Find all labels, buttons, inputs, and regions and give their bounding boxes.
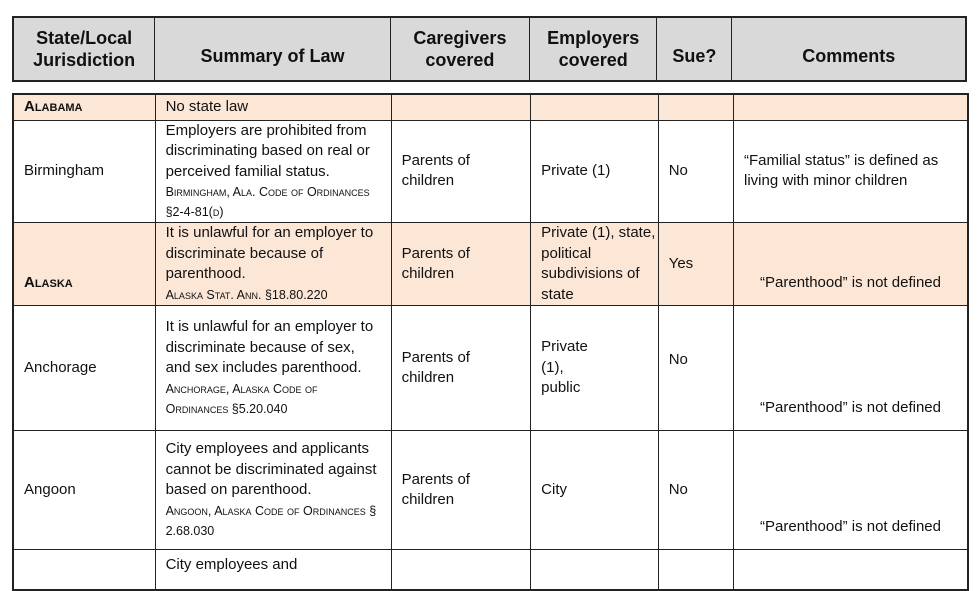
jurisdiction-cell [13,223,155,306]
sue-cell [658,550,733,590]
summary-text: No state law [165,98,249,115]
employers-cell [531,223,659,306]
employers-text: City [541,480,567,498]
caregivers-cell [391,431,531,550]
employers-cell [531,94,659,120]
summary-text: City employees and [165,556,298,573]
summary-cell [155,223,391,306]
sue-cell [658,223,733,306]
jurisdiction-cell [13,94,155,120]
jurisdiction-name: Anchorage [24,358,97,376]
citation: Alaska Stat. Ann. §18.80.220 [165,287,328,302]
summary-text: City employees and applicants cannot be discriminated against based on parenthood. [165,440,377,499]
table-row [13,431,968,550]
employers-text: Private (1), state, political subdivisions of state [541,224,656,303]
jurisdiction-name: Birmingham [24,162,105,179]
table-row [13,306,968,431]
comments-cell [734,431,969,550]
law-table [12,93,969,591]
table-header [12,16,967,82]
comments-text: “Parenthood” is not defined [760,398,941,416]
table-row [13,550,968,590]
citation: Birmingham, Ala. Code of Ordinances §2-4-81(d) [165,185,370,219]
header-employers: Employers covered [530,17,657,81]
caregivers-text: Parents of children [401,151,470,190]
employers-cell [531,120,659,223]
header-caregivers: Caregivers covered [390,17,529,81]
comments-cell [734,223,969,306]
jurisdiction-cell [13,431,155,550]
comments-cell [734,120,969,223]
caregivers-cell [391,94,531,120]
employers-cell [531,306,659,431]
jurisdiction-cell [13,550,155,590]
employers-cell [531,431,659,550]
caregivers-text: Parents of children [401,470,470,508]
caregivers-cell [391,306,531,431]
sue-text: Yes [668,254,694,272]
caregivers-cell [391,223,531,306]
caregivers-text: Parents of children [401,244,470,282]
sue-cell [658,306,733,431]
caregivers-cell [391,120,531,223]
sue-text: No [668,350,688,368]
summary-cell [155,94,391,120]
comments-cell [734,306,969,431]
comments-text: “Familial status” is defined as living with minor children [744,151,939,190]
employers-cell [531,550,659,590]
jurisdiction-name: Alaska [24,273,73,291]
sue-cell [658,120,733,223]
jurisdiction-cell [13,306,155,431]
table-row [13,120,968,223]
employers-text: Private (1) [541,162,611,179]
jurisdiction-cell [13,120,155,223]
summary-text: It is unlawful for an employer to discriminate because of parenthood. [165,224,374,283]
jurisdiction-name: Angoon [24,480,76,498]
summary-text: Employers are prohibited from discriminating based on real or perceived familial status. [165,121,370,180]
table-row [13,94,968,120]
sue-text: No [668,480,688,498]
header-sue: Sue? [657,17,732,81]
sue-cell [658,431,733,550]
comments-text: “Parenthood” is not defined [760,517,941,535]
caregivers-cell [391,550,531,590]
summary-cell [155,431,391,550]
jurisdiction-name: Alabama [24,98,83,115]
citation: Angoon, Alaska Code of Ordinances § 2.68.030 [165,503,377,538]
header-summary: Summary of Law [155,17,390,81]
comments-cell [734,550,969,590]
comments-text: “Parenthood” is not defined [760,273,941,291]
header-comments: Comments [732,17,966,81]
table-row [13,223,968,306]
header-jurisdiction: State/Local Jurisdiction [13,17,155,81]
sue-text: No [668,162,688,179]
caregivers-text: Parents of children [401,348,470,386]
comments-cell [734,94,969,120]
summary-cell [155,306,391,431]
summary-text: It is unlawful for an employer to discriminate because of sex, and sex includes parenthood. [165,318,374,377]
citation: Anchorage, Alaska Code of Ordinances §5.20.040 [165,381,318,416]
summary-cell [155,550,391,590]
employers-text: Private (1), public [541,338,588,397]
summary-cell [155,120,391,223]
sue-cell [658,94,733,120]
